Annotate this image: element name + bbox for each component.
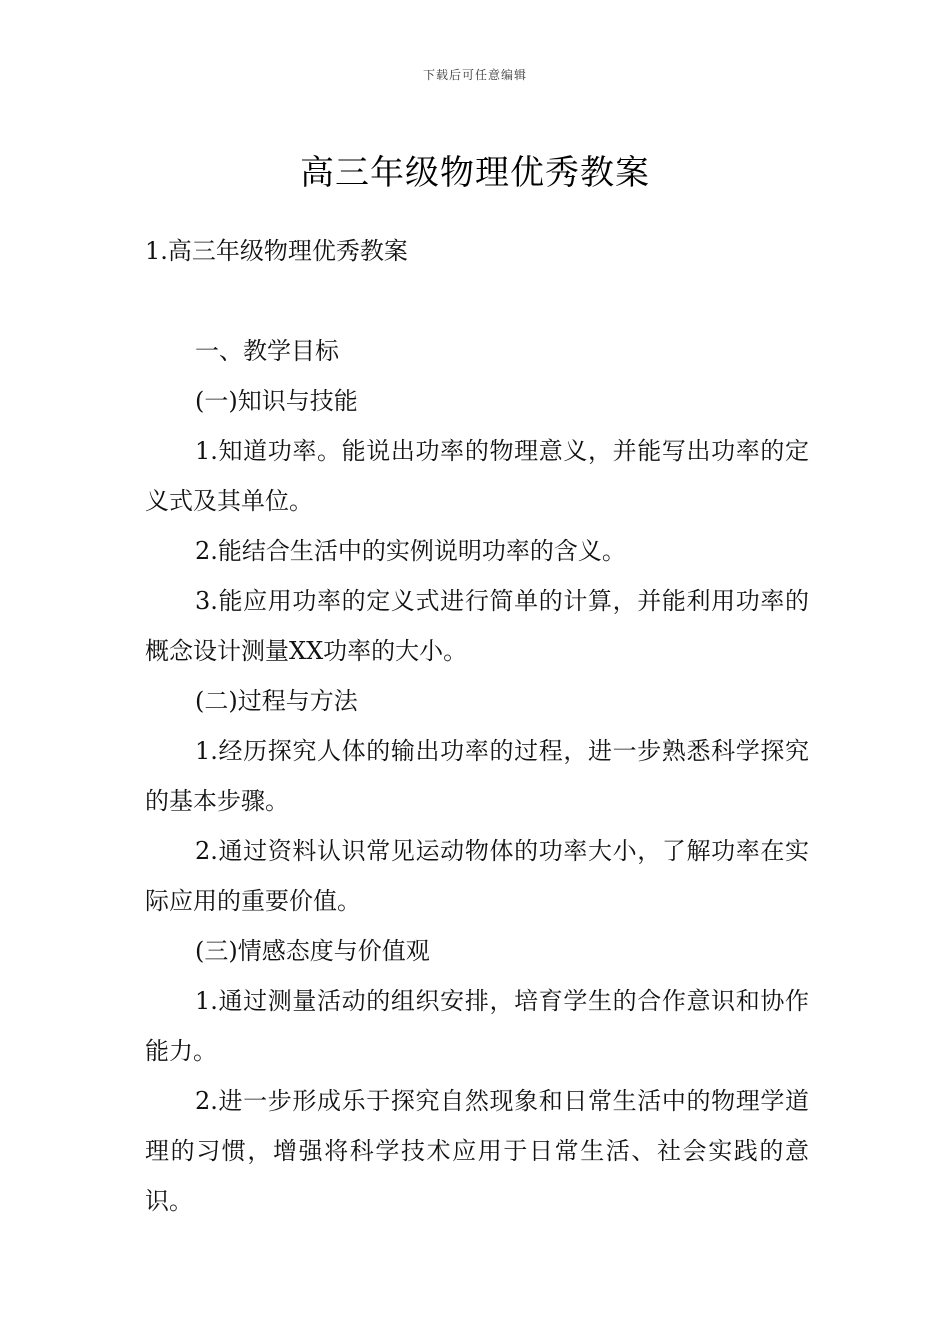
paragraph-item: 3.能应用功率的定义式进行简单的计算，并能利用功率的概念设计测量XX功率的大小。 <box>145 587 809 665</box>
subheading-attitudes-values: (三)情感态度与价值观 <box>195 937 430 965</box>
paragraph-item: 1.经历探究人体的输出功率的过程，进一步熟悉科学探究的基本步骤。 <box>145 737 809 815</box>
paragraph-item: 2.进一步形成乐于探究自然现象和日常生活中的物理学道理的习惯，增强将科学技术应用于日常生活、社会实践的意识。 <box>145 1087 809 1215</box>
subheading-process-methods: (二)过程与方法 <box>195 687 358 715</box>
document-title: 高三年级物理优秀教案 <box>300 152 650 193</box>
paragraph-item: 2.能结合生活中的实例说明功率的含义。 <box>195 537 626 565</box>
paragraph-item: 1.知道功率。能说出功率的物理意义，并能写出功率的定义式及其单位。 <box>145 437 809 515</box>
section-heading: 1.高三年级物理优秀教案 <box>145 237 408 265</box>
paragraph-item: 2.通过资料认识常见运动物体的功率大小，了解功率在实际应用的重要价值。 <box>145 837 809 915</box>
page-header-note: 下载后可任意编辑 <box>422 68 527 82</box>
document-body <box>145 226 809 1226</box>
heading-teaching-goals: 一、教学目标 <box>195 337 339 365</box>
subheading-knowledge-skills: (一)知识与技能 <box>195 387 358 415</box>
paragraph-item: 1.通过测量活动的组织安排，培育学生的合作意识和协作能力。 <box>145 987 809 1065</box>
